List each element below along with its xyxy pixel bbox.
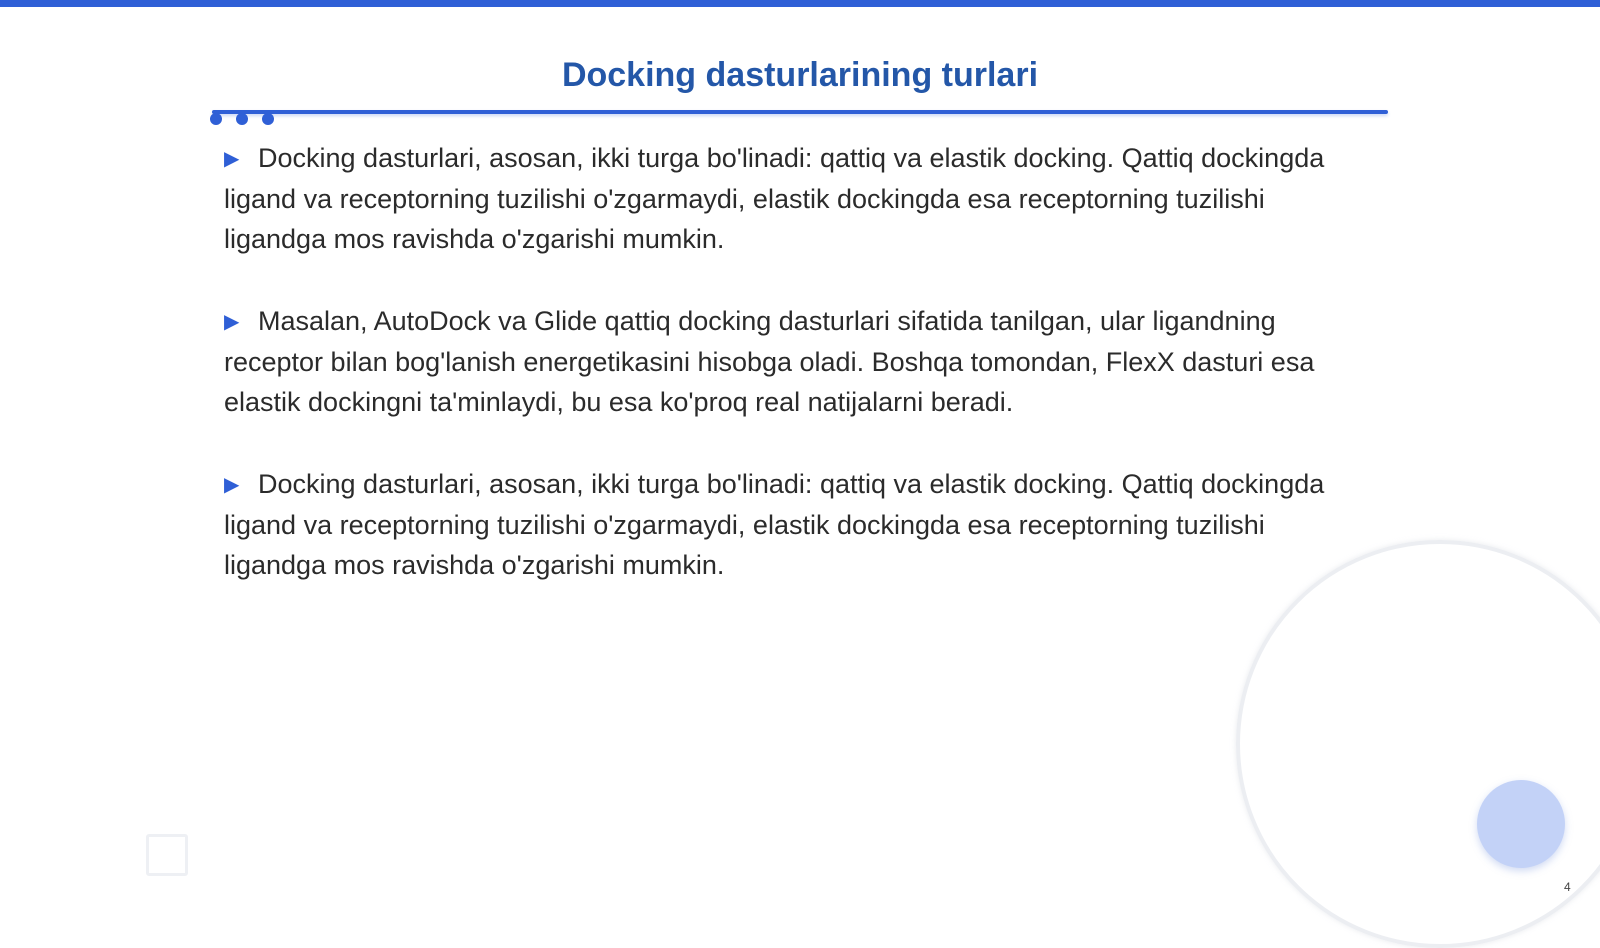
bullet-arrow-icon: ▶ xyxy=(224,311,240,333)
decorative-circle xyxy=(1477,780,1565,868)
page-number: 4 xyxy=(1564,880,1571,894)
slide-title: Docking dasturlarining turlari xyxy=(561,56,1039,94)
bullet-item xyxy=(224,464,1374,585)
bullet-text: Docking dasturlari, asosan, ikki turga bo'linadi: qattiq va elastik docking. Qattiq dockingda ligand va receptorning tuzilishi o'zgarmaydi, elastik dockingda esa receptorning tuzilishi ligandga mos ravishda o'zgarishi mumkin. xyxy=(224,469,1325,580)
decorative-dot xyxy=(210,113,222,125)
bullet-arrow-icon: ▶ xyxy=(224,148,240,170)
bullet-list xyxy=(224,138,1374,627)
bullet-item xyxy=(224,301,1374,422)
bullet-arrow-icon: ▶ xyxy=(224,474,240,496)
decorative-dot xyxy=(236,113,248,125)
bullet-text: Docking dasturlari, asosan, ikki turga bo'linadi: qattiq va elastik docking. Qattiq dockingda ligand va receptorning tuzilishi o'zgarmaydi, elastik dockingda esa receptorning tuzilishi ligandga mos ravishda o'zgarishi mumkin. xyxy=(224,143,1325,254)
title-underline xyxy=(212,110,1388,114)
decorative-square xyxy=(146,834,188,876)
top-accent-bar xyxy=(0,0,1600,7)
decorative-dot xyxy=(262,113,274,125)
bullet-item xyxy=(224,138,1374,259)
bullet-text: Masalan, AutoDock va Glide qattiq docking dasturlari sifatida tanilgan, ular ligandning receptor bilan bog'lanish energetikasini hisobga oladi. Boshqa tomondan, FlexX dasturi esa elastik dockingni ta'minlaydi, bu esa ko'proq real natijalarni beradi. xyxy=(224,306,1315,417)
